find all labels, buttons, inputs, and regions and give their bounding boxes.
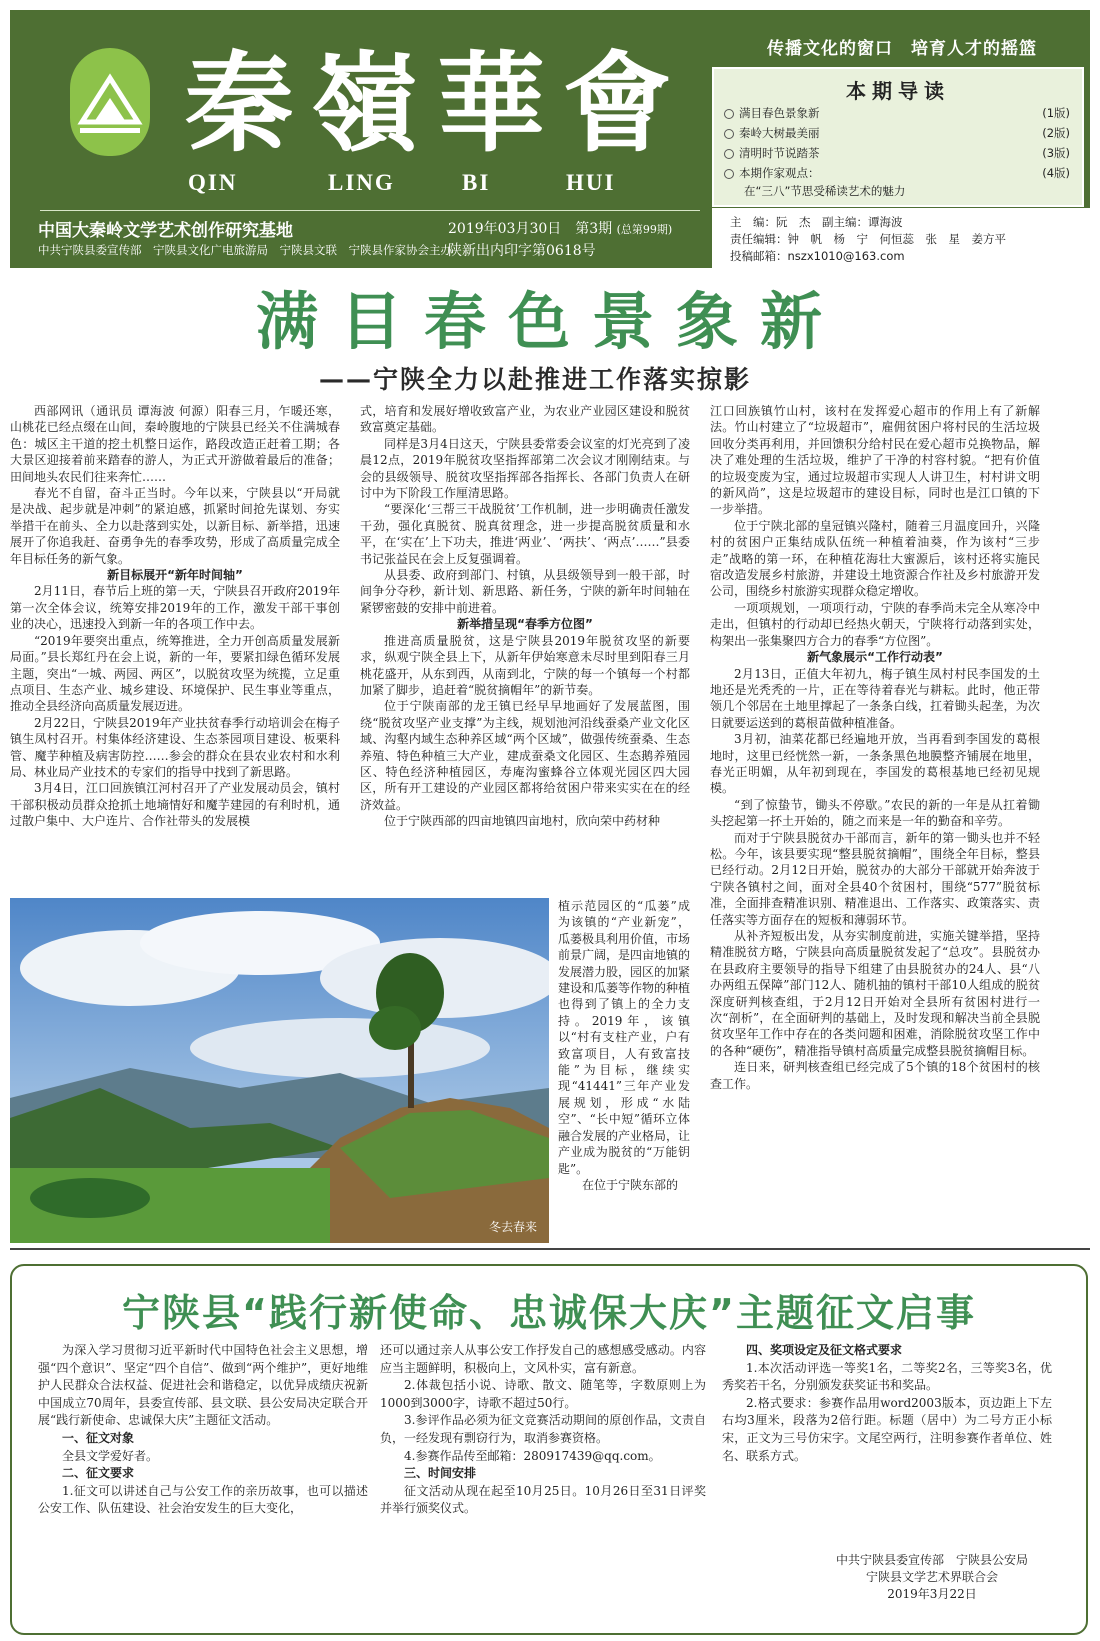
paragraph: 春光不自留，奋斗正当时。今年以来，宁陕县以“开局就是决战、起步就是冲刺”的紧迫感，抓紧时间抢先谋划、夯实举措干在前头、全力以赴落到实处，以新目标、新举措，迅速展开了你追我赶、奋勇争先的春季攻势，形成了高质量完成全年目标任务的新气象。: [10, 486, 340, 566]
total-issue: (总第99期): [616, 223, 673, 236]
article-column-2: [360, 403, 690, 893]
bullet-icon: [724, 109, 734, 119]
bullet-icon: [724, 129, 734, 139]
section-divider: [10, 1248, 1090, 1250]
notice-column-3: [722, 1342, 1052, 1542]
notice-section-heading: 四、奖项设定及征文格式要求: [746, 1343, 903, 1357]
editors: 主 编：阮 杰 副主编：谭海波: [730, 215, 903, 229]
paragraph: 1.征文可以讲述自己与公安工作的亲历故事，也可以描述公安工作、队伍建设、社会治安发生的巨大变化，: [38, 1483, 368, 1516]
notice-title: 宁陕县“践行新使命、忠诚保大庆”主题征文启事: [122, 1291, 976, 1335]
guide-item-page: (4版): [1042, 166, 1070, 180]
paragraph: 在位于宁陕东部的: [582, 1177, 679, 1192]
subhead: ——宁陕全力以赴推进工作落实掠影: [318, 365, 751, 394]
guide-item[interactable]: [724, 125, 1074, 143]
paragraph: 1.本次活动评选一等奖1名，二等奖2名，三等奖3名，优秀奖若干名，分别颁发获奖证书和奖品。: [722, 1360, 1052, 1393]
pinyin-hui: HUI: [566, 170, 616, 195]
pinyin-bi: BI: [462, 170, 491, 195]
paragraph: 3.参评作品必须为征文竞赛活动期间的原创作品，文责自负，一经发现有剽窃行为，取消参赛资格。: [380, 1413, 706, 1445]
article-column-1: [10, 403, 340, 893]
notice-signoff: [802, 1552, 1062, 1603]
responsible-editors: 责任编辑：钟 帆 杨 宁 何恒蕊 张 星 姜方平: [730, 232, 1006, 246]
paragraph: 推进高质量脱贫，这是宁陕县2019年脱贫攻坚的新要求，纵观宁陕全县上下，从新年伊始寒意未尽时里到阳春三月桃花盛开，从东到西，从南到北，宁陕的每一个镇每一个村都加紧了脚步，追赶着“脱贫摘帽年”的新节奏。: [360, 633, 690, 697]
paragraph: 3月4日，江口回族镇江河村召开了产业发展动员会，镇村干部积极动员群众抢抓土地墒情好和魔芋建园的有利时机，通过散户集中、大户连片、合作社带头的发展模: [10, 781, 340, 829]
masthead-divider: [40, 210, 700, 211]
guide-item-page: (2版): [1042, 126, 1070, 140]
landscape-photo: [10, 898, 549, 1243]
submission-email: 投稿邮箱：nszx1010@163.com: [730, 249, 905, 263]
guide-item-label: 满目春色景象新: [739, 106, 820, 120]
paragraph: 2.格式要求：参赛作品用word2003版本，页边距上下左右均3厘米，段落为2倍行距。标题（居中）为二号方正小标宋，正文为三号仿宋字。文尾空两行，注明参赛作者单位、姓名、联系方式。: [722, 1395, 1052, 1463]
bullet-icon: [724, 149, 734, 159]
slogan: 传播文化的窗口 培育人才的摇篮: [767, 39, 1037, 59]
paragraph: 2月13日，正值大年初九，梅子镇生凤村村民李国发的土地还是光秃秃的一片，正在等待着春光与耕耘。此时，他正带领几个邻居在土地里撑起了一条条白线，扛着锄头起垄，为次日就要运送到的葛根苗做种植准备。: [710, 666, 1040, 730]
guide-title: 本期导读: [846, 79, 950, 103]
paragraph: “到了惊蛰节，锄头不停歇。”农民的新的一年是从扛着锄头挖起第一抔土开始的，随之而来是一年的勤奋和辛劳。: [710, 797, 1040, 829]
logo: [70, 48, 150, 156]
print-permit: 陕新出内印字第0618号: [448, 243, 596, 259]
staff-box: [712, 208, 1090, 268]
paragraph: 2月22日，宁陕县2019年产业扶贫春季行动培训会在梅子镇生凤村召开。村集体经济建设、生态茶园项目建设、板栗科管、魔芋种植及病害防控……参会的群众在县农业农村和水利局、林业局产业技术的专家们的指导中找到了新思路。: [10, 715, 340, 779]
paper-title: 秦嶺華會: [185, 44, 690, 164]
section-heading: 新气象展示“工作行动表”: [807, 650, 943, 665]
essay-contest-notice: [10, 1264, 1088, 1635]
paragraph: 江口回族镇竹山村，该村在发挥爱心超市的作用上有了新解法。竹山村建立了“垃圾超市”，雇佣贫困户将村民的生活垃圾回收分类再利用，并回馈积分给村民在爱心超市兑换物品，解决了难处理的生活垃圾，维护了干净的村容村貌。“把有价值的垃圾变废为宝，通过垃圾超市实现人人讲卫生，村村讲文明的新风尚”，这是垃圾超市的建设目标，同时也是江口镇的下一步举措。: [710, 404, 1040, 517]
notice-section-heading: 二、征文要求: [62, 1466, 135, 1481]
section-heading: 新目标展开“新年时间轴”: [107, 568, 243, 583]
guide-item-label: 秦岭大树最美丽: [739, 126, 820, 140]
landscape-photo-image: [10, 898, 549, 1243]
article-column-3: [710, 403, 1040, 1243]
signoff-orgs: 中共宁陕县委宣传部 宁陕县公安局: [835, 1553, 1028, 1567]
guide-item-page: (3版): [1042, 146, 1070, 160]
paragraph: 连日来，研判核查组已经完成了5个镇的18个贫困村的核查工作。: [710, 1060, 1040, 1091]
paragraph: “要深化‘三帮三干战脱贫’工作机制，进一步明确责任激发干劲，强化真脱贫、脱真贫理念，进一步提高脱贫质量和水平，在‘实在’上下功夫，推进‘两业’、‘两扶’、‘两点’……”县委书记张益民在会上反复强调着。: [360, 502, 690, 566]
notice-section-heading: 一、征文对象: [62, 1430, 135, 1445]
date-issue: 2019年03月30日 第3期: [448, 221, 613, 237]
paragraph: 从县委、政府到部门、村镇，从县级领导到一般干部，时间争分夺秒，新计划、新思路、新任务，宁陕的新年时间轴在紧锣密鼓的安排中前进着。: [360, 568, 690, 615]
section-heading: 新举措呈现“春季方位图”: [457, 617, 593, 632]
signoff-date: 2019年3月22日: [887, 1587, 977, 1601]
paragraph: “2019年要突出重点，统筹推进，全力开创高质量发展新局面。”县长郑红丹在会上说，新的一年，要紧扣绿色循环发展主题，突出“一城、两园、两区”，以脱贫攻坚为统揽，立足重点项目、生态产业、城乡建设、环境保护、民生事业等重点，推动全县经济向高质量发展迈进。: [10, 633, 340, 714]
paragraph: 从补齐短板出发，从夯实制度前进，实施关键举措，坚持精准脱贫方略，宁陕县向高质量脱贫发起了“总攻”。县脱贫办在县政府主要领导的指导下组建了由县脱贫办的24人、县“八办两组五保障”部门12人、随机抽的镇村干部10人组成的脱贫深度研判核查组，于2月12日开始对全县所有贫困村进行一次“剖析”，在全面研判的基础上，及时发现和解决当前全县脱贫攻坚年工作中存在的各类问题和困难，消除脱贫攻坚工作中的各种“硬伤”，精准指导镇村高质量完成整县脱贫摘帽目标。: [710, 929, 1040, 1058]
notice-section-heading: 三、时间安排: [404, 1466, 477, 1481]
notice-column-1: [38, 1342, 368, 1627]
paragraph: 为深入学习贯彻习近平新时代中国特色社会主义思想，增强“四个意识”、坚定“四个自信”、做到“两个维护”，更好地维护人民群众合法权益、促进社会和谐稳定，以优异成绩庆祝新中国成立70周年，县委宣传部、县文联、县公安局决定联合开展“践行新使命、忠诚保大庆”主题征文活动。: [38, 1343, 368, 1428]
paragraph: 同样是3月4日这天，宁陕县委常委会议室的灯光亮到了凌晨12点，2019年脱贫攻坚指挥部第二次会议才刚刚结束。与会的县级领导、脱贫攻坚指挥部各指挥长、各部门负责人在研讨中为下阶段工作厘清思路。: [360, 436, 690, 501]
paragraph: 位于宁陕南部的龙王镇已经早早地画好了发展蓝图，围绕“脱贫攻坚产业支撑”为主线，规划池河沿线蚕桑产业文化区域、沟壑内域生态种养区域“两个区域”，做强传统蚕桑、生态养殖、特色种植三大产业，建成蚕桑文化园区、生态鹅养殖园区、特色经济种植园区，寿庵沟蜜蜂谷立体观光园区四大园区，所有开工建设的产业园区都将给贫困户带来实实在在的经济效益。: [360, 699, 690, 812]
mountain-logo-icon: [70, 48, 150, 156]
paragraph: 西部网讯（通讯员 谭海波 何源）阳春三月，乍暖还寒，山桃花已经点缀在山间，秦岭腹地的宁陕县已经关不住满城春色：城区主干道的挖土机整日运作，路段改造正赶着工期；各大景区迎接着前来踏春的游人，为正式开游做着最后的准备；田间地头农民们往来奔忙……: [10, 404, 340, 484]
guide-item-sub: 在“三八”节思受稀读艺术的魅力: [744, 184, 906, 198]
notice-column-2: [380, 1342, 706, 1627]
paragraph: 而对于宁陕县脱贫办干部而言，新年的第一锄头也并不轻松。今年，该县要实现“整县脱贫摘帽”，围绕全年目标，整县已经行动。2月12日开始，脱贫办的大部分干部就开始奔波于宁陕各镇村之间，面对全县40个贫困村，围绕“577”脱贫标准，全面排查精准识别、精准退出、工作落实、政策落实、责任落实等方面存在的短板和薄弱环节。: [710, 830, 1040, 927]
signoff-federation: 宁陕县文学艺术界联合会: [865, 1570, 998, 1584]
paragraph: 2月11日，春节后上班的第一天，宁陕县召开政府2019年第一次全体会议，统筹安排2019年的工作，激发干部干事创业的决心，迅速投入到新一年的各项工作中去。: [10, 584, 340, 632]
paragraph: 位于宁陕西部的四亩地镇四亩地村，欣向荣中药材种: [384, 814, 661, 829]
issue-date: [448, 218, 672, 238]
paragraph: 一项项规划，一项项行动，宁陕的春季尚未完全从寒冷中走出，但镇村的行动却已经热火朝天，宁陕将行动落到实处，构架出一张集聚四方合力的春季“方位图”。: [710, 600, 1040, 648]
photo-caption: 冬去春来: [488, 1220, 537, 1234]
paragraph: 植示范园区的“瓜蒌”成为该镇的“产业新宠”，瓜蒌极具利用价值，市场前景广阔，是四亩地镇的发展潜力股，园区的加紧建设和瓜蒌等作物的种植也得到了镇上的全力支持。2019年，该镇以“村有支柱产业，户有致富项目，人有致富技能”为目标，继续实现“41441”三年产业发展规划，形成“水陆空”、“长中短”循环立体融合发展的产业格局，让产业成为脱贫的“万能钥匙”。: [558, 899, 690, 1176]
guide-item[interactable]: [724, 165, 1074, 183]
article-column-2-continued: [558, 898, 690, 1243]
guide-item-page: (1版): [1042, 106, 1070, 120]
paragraph: 式，培育和发展好增收致富产业，为农业产业园区建设和脱贫致富奠定基础。: [360, 404, 690, 435]
paragraph: 2.体裁包括小说、诗歌、散文、随笔等，字数原则上为1000到3000字，诗歌不超过50行。: [380, 1378, 706, 1410]
guide-item[interactable]: [724, 145, 1074, 163]
bullet-icon: [724, 169, 734, 179]
headline: 满目春色景象新: [255, 285, 844, 358]
contest-email[interactable]: 4.参赛作品传至邮箱：280917439@qq.com。: [404, 1448, 661, 1463]
paragraph: 还可以通过亲人从事公安工作抒发自己的感想感受感动。内容应当主题鲜明，积极向上，文风朴实，富有新意。: [380, 1343, 706, 1375]
paragraph: 位于宁陕北部的皇冠镇兴隆村，随着三月温度回升，兴隆村的贫困户正集结成队伍统一种植着油葵，作为该村“三步走”战略的第一环，在种植花海壮大蜜源后，该村还将实施民宿改造发展乡村旅游，并建设土地资源合作社及乡村旅游开发公司，围绕乡村旅游实现群众稳定增收。: [710, 518, 1040, 599]
guide-item-label: 本期作家观点：: [739, 166, 820, 180]
paragraph: 3月初，油菜花都已经遍地开放，当再看到李国发的葛根地时，这里已经恍然一新，一条条黑色地膜整齐铺展在地里，春光正明媚，从年初到现在，李国发的葛根基地已经初见规模。: [710, 732, 1040, 796]
guide-item[interactable]: [724, 105, 1074, 123]
paragraph: 征文活动从现在起至10月25日。10月26日至31日评奖并举行颁奖仪式。: [380, 1483, 706, 1516]
pinyin-qin: QIN: [188, 170, 238, 195]
sponsors: 中共宁陕县委宣传部 宁陕县文化广电旅游局 宁陕县文联 宁陕县作家协会主办: [38, 243, 452, 257]
guide-item-label: 清明时节说踏茶: [739, 146, 820, 160]
issue-guide: [712, 67, 1084, 207]
paragraph: 全县文学爱好者。: [62, 1448, 159, 1463]
base-name: 中国大秦岭文学艺术创作研究基地: [38, 221, 293, 241]
masthead: [10, 10, 1090, 268]
pinyin-ling: LING: [328, 170, 395, 195]
